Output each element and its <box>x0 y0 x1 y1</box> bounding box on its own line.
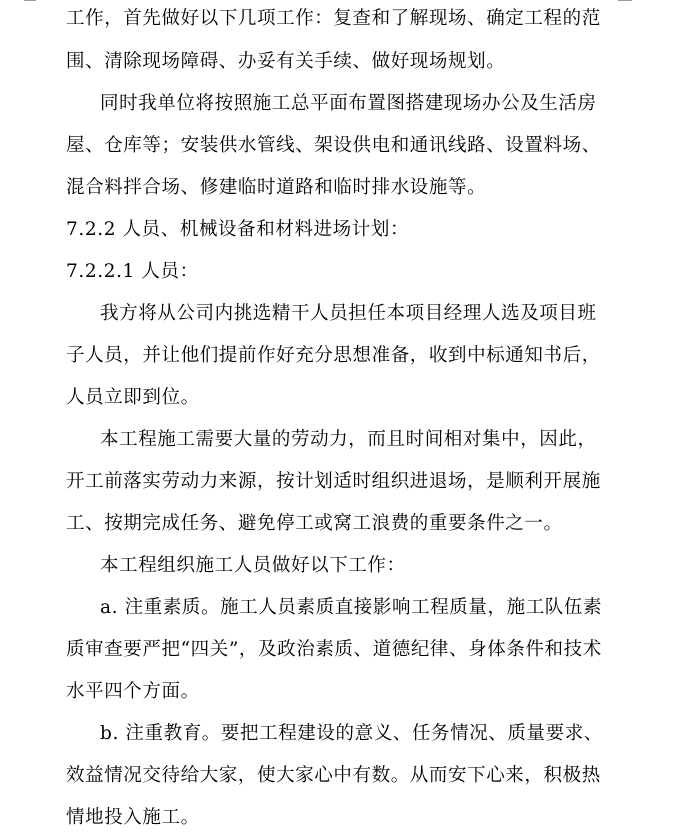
text-line: 效益情况交待给大家，使大家心中有数。从而安下心来，积极热 <box>66 765 601 786</box>
text-line: 人员立即到位。 <box>66 387 200 408</box>
paragraph-first-line: 我方将从公司内挑选精干人员担任本项目经理人选及项目班 <box>100 303 597 324</box>
text-line: 开工前落实劳动力来源，按计划适时组织进退场，是顺利开展施 <box>66 471 601 492</box>
text-line: 子人员，并让他们提前作好充分思想准备，收到中标通知书后， <box>66 345 601 366</box>
page-corner-mark-left <box>24 0 36 1</box>
text-line: 工、按期完成任务、避免停工或窝工浪费的重要条件之一。 <box>66 513 563 534</box>
paragraph-first-line: 本工程组织施工人员做好以下工作： <box>100 555 406 576</box>
page-corner-mark-right <box>618 0 632 1</box>
paragraph-first-line: 同时我单位将按照施工总平面布置图搭建现场办公及生活房 <box>100 93 597 114</box>
text-line: 水平四个方面。 <box>66 681 200 702</box>
text-line: 质审查要严把“四关”，及政治素质、道德纪律、身体条件和技术 <box>66 639 602 660</box>
paragraph-first-line: 本工程施工需要大量的劳动力，而且时间相对集中，因此， <box>100 429 597 450</box>
text-line: 情地投入施工。 <box>66 807 200 828</box>
text-line: 围、清除现场障碍、办妥有关手续、做好现场规划。 <box>66 51 506 72</box>
text-line: 屋、仓库等；安装供水管线、架设供电和通讯线路、设置料场、 <box>66 135 601 156</box>
section-heading: 7.2.2 人员、机械设备和材料进场计划： <box>66 219 410 240</box>
text-line: 混合料拌合场、修建临时道路和临时排水设施等。 <box>66 177 487 198</box>
list-item-a: a. 注重素质。施工人员素质直接影响工程质量，施工队伍素 <box>100 597 603 618</box>
text-line: 工作，首先做好以下几项工作：复查和了解现场、确定工程的范 <box>66 8 601 29</box>
subsection-heading: 7.2.2.1 人员： <box>66 261 199 282</box>
list-item-b: b. 注重教育。要把工程建设的意义、任务情况、质量要求、 <box>100 723 603 744</box>
